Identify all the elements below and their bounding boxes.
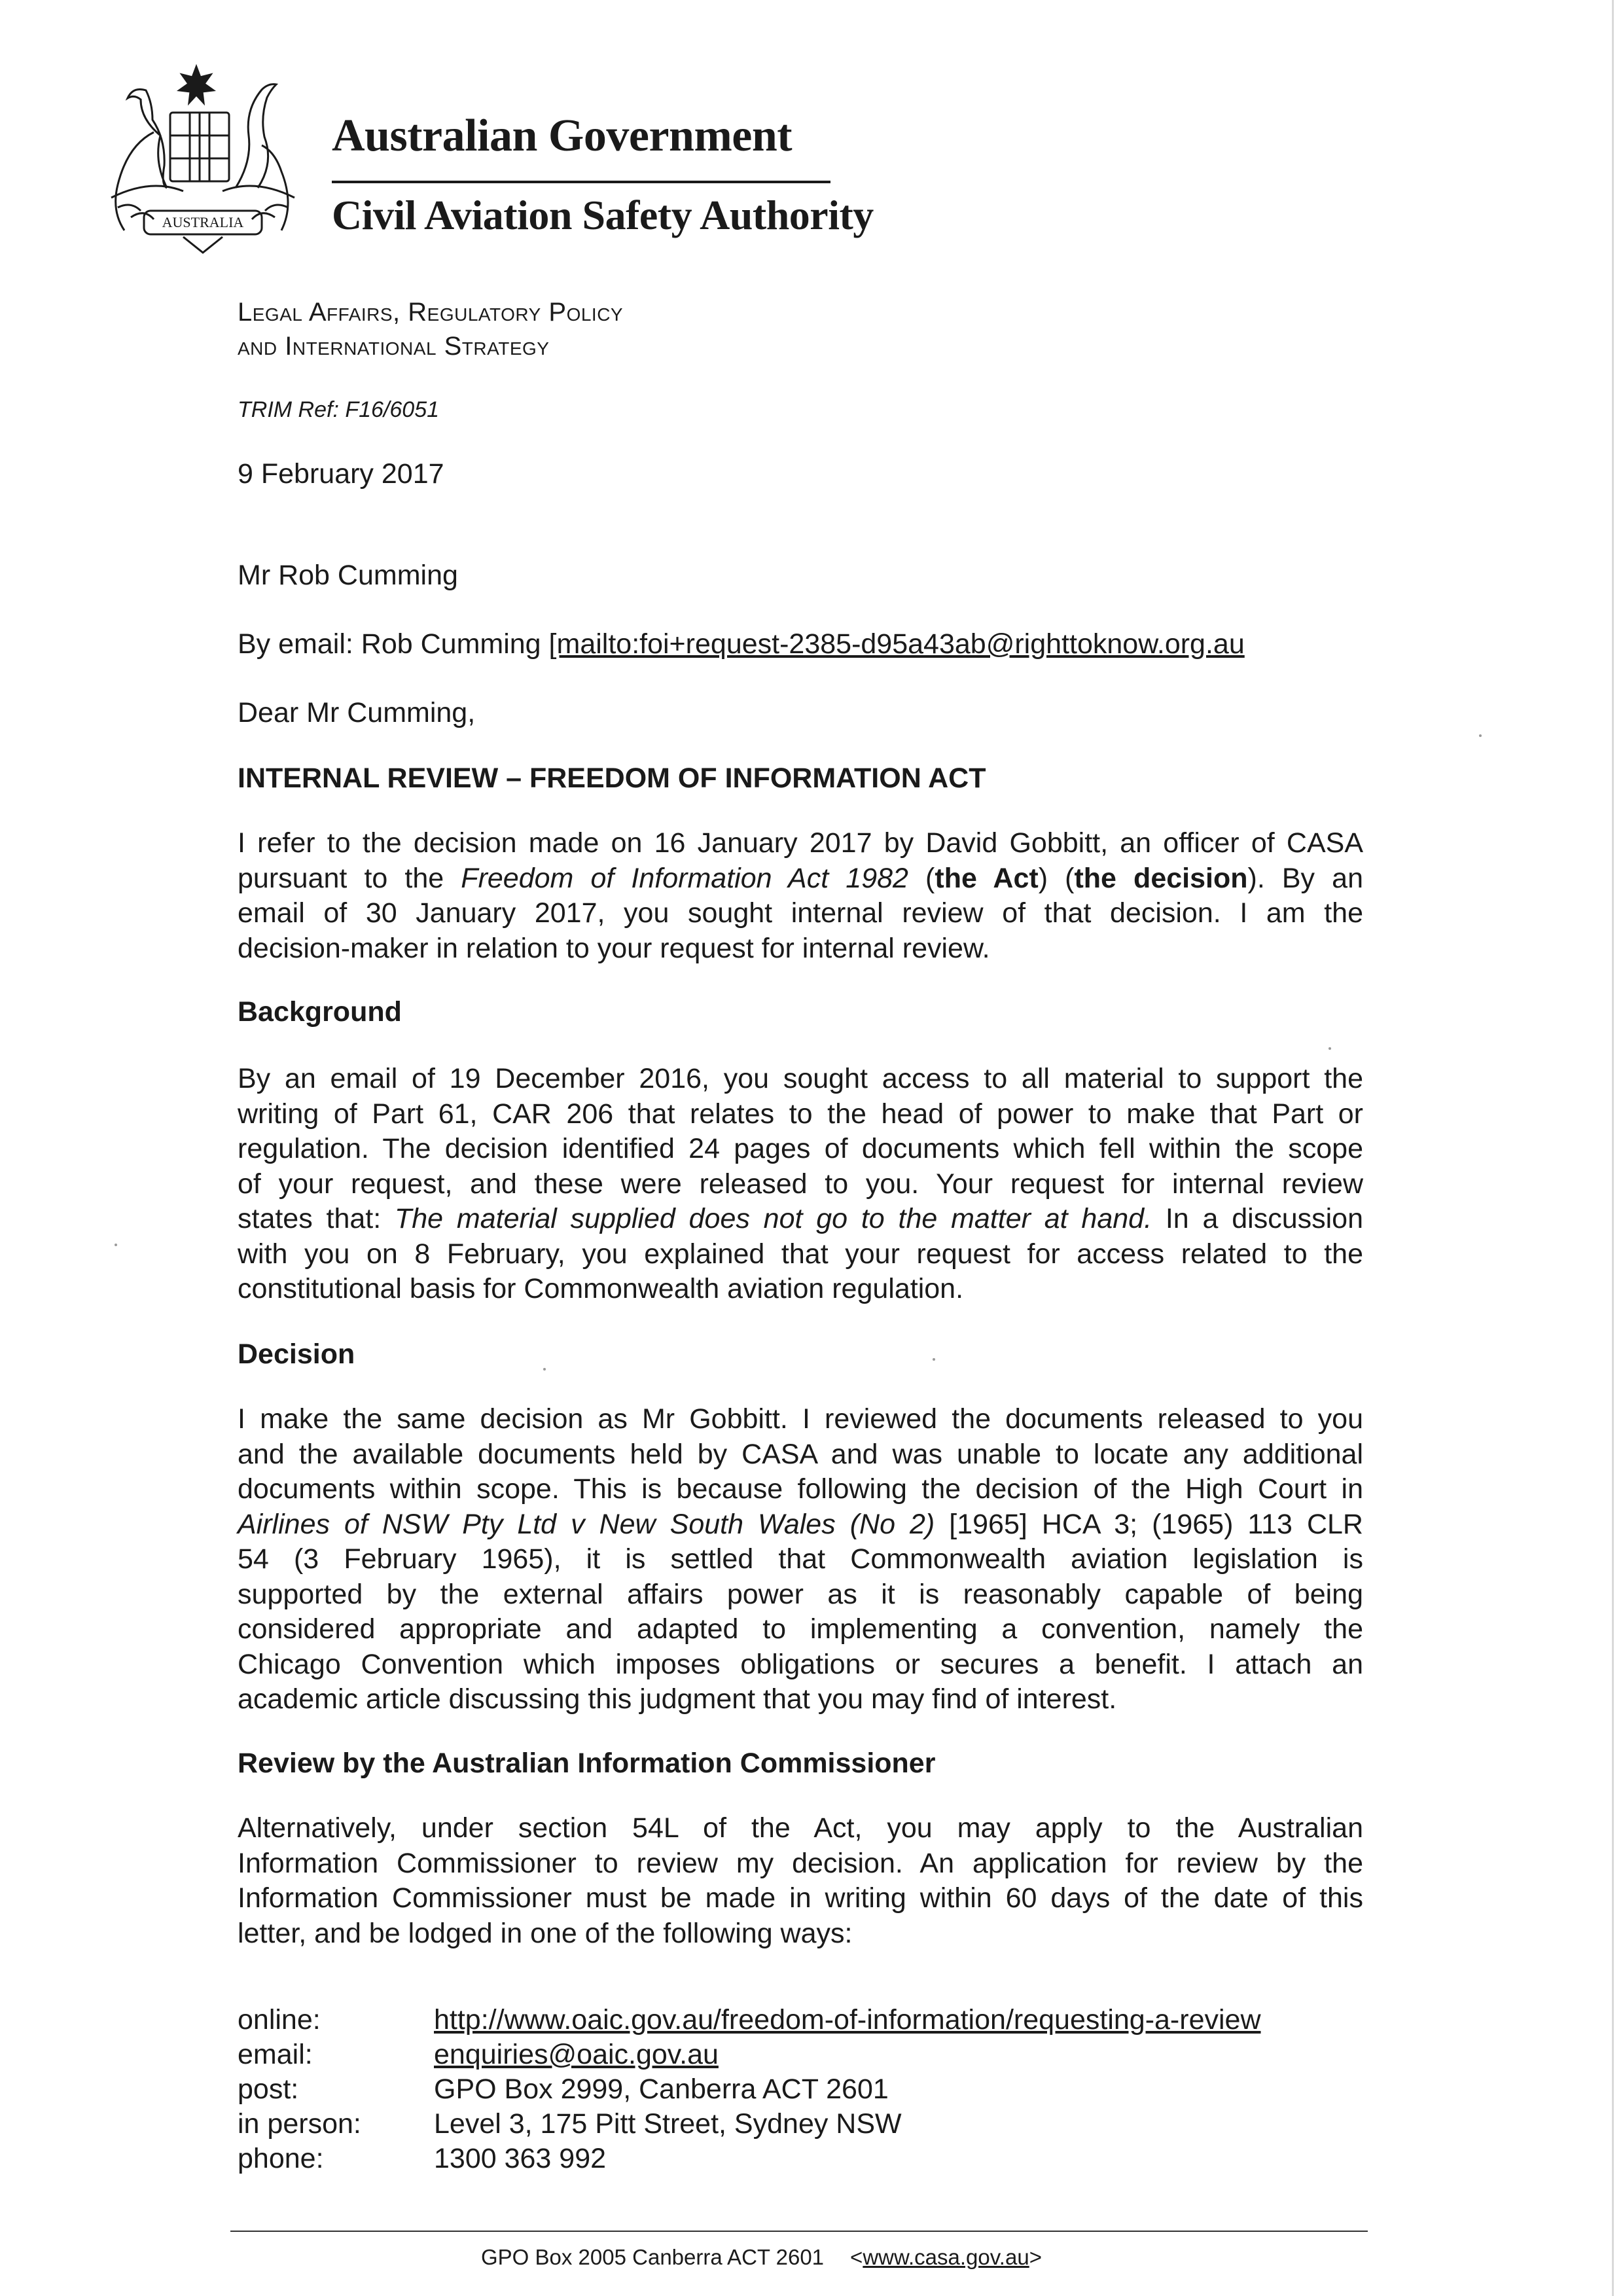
decision-line: Chicago Convention which imposes obligations or secures a benefit. I attach an [238,1648,1363,1680]
svg-text:AUSTRALIA: AUSTRALIA [162,214,244,230]
scan-speck [933,1358,935,1361]
letterhead-rule [332,181,830,183]
background-line: states that: The material supplied does not go to the matter at hand. In a discussion [238,1203,1363,1234]
review-line: letter, and be lodged in one of the following ways: [238,1917,853,1949]
decision-line: documents within scope. This is because following the decision of the High Court in [238,1473,1363,1505]
review-paragraph [238,1811,1363,1951]
scan-speck [115,1244,117,1246]
quoted-request: The material supplied does not go to the matter at hand. [395,1203,1152,1234]
decision-paragraph [238,1402,1363,1717]
government-title: Australian Government [332,111,793,161]
act-title: Freedom of Information Act 1982 [461,862,908,894]
decision-line: academic article discussing this judgment that you may find of interest. [238,1683,1117,1715]
agency-title: Civil Aviation Safety Authority [332,192,874,238]
background-line: of your request, and these were released to you. Your request for internal review [238,1168,1363,1200]
decision-line: 54 (3 February 1965), it is settled that Commonwealth aviation legislation is [238,1543,1363,1575]
defined-term-decision: the decision [1074,862,1248,894]
defined-term-act: the Act [935,862,1039,894]
background-line: constitutional basis for Commonwealth aviation regulation. [238,1273,964,1304]
decision-line: and the available documents held by CASA and was unable to locate any additional [238,1438,1363,1470]
intro-line: email of 30 January 2017, you sought internal review of that decision. I am the [238,897,1363,929]
contact-row-phone: phone: 1300 363 992 [238,2143,607,2174]
casa-website-link[interactable]: www.casa.gov.au [863,2245,1029,2269]
recipient-email-link[interactable]: [mailto:foi+request-2385-d95a43ab@righttoknow.org.au [548,628,1245,660]
review-line: Alternatively, under section 54L of the Act, you may apply to the Australian [238,1812,1363,1844]
contact-methods [238,2004,1261,2178]
intro-paragraph [238,826,1363,966]
contact-row-online: online: http://www.oaic.gov.au/freedom-of-information/requesting-a-review [238,2004,1261,2036]
contact-row-in-person: in person: Level 3, 175 Pitt Street, Sydney NSW [238,2108,902,2140]
intro-line: pursuant to the Freedom of Information Act 1982 (the Act) (the decision). By an [238,862,1363,894]
letter-date: 9 February 2017 [238,458,444,490]
footer-rule [230,2231,1368,2232]
scan-speck [543,1368,546,1371]
department-line-2: and International Strategy [238,332,550,361]
decision-line: I make the same decision as Mr Gobbitt. I reviewed the documents released to you [238,1403,1363,1435]
page-edge [1612,0,1614,2296]
online-review-link[interactable]: http://www.oaic.gov.au/freedom-of-information/requesting-a-review [434,2004,1261,2036]
salutation: Dear Mr Cumming, [238,697,476,728]
footer-address: GPO Box 2005 Canberra ACT 2601 [481,2245,825,2269]
background-line: writing of Part 61, CAR 206 that relates to the head of power to make that Part or [238,1098,1363,1130]
background-paragraph [238,1062,1363,1307]
scan-speck [1479,734,1482,737]
footer: GPO Box 2005 Canberra ACT 2601 <www.casa.gov.au> [481,2245,1042,2269]
department-line-1: Legal Affairs, Regulatory Policy [238,298,624,327]
background-heading: Background [238,996,402,1028]
background-line: By an email of 19 December 2016, you sought access to all material to support the [238,1063,1363,1094]
background-line: with you on 8 February, you explained that your request for access related to the [238,1238,1363,1270]
review-heading: Review by the Australian Information Commissioner [238,1748,936,1779]
decision-line: supported by the external affairs power as it is reasonably capable of being [238,1578,1363,1610]
scan-speck [1329,1047,1331,1050]
review-line: Information Commissioner to review my decision. An application for review by the [238,1847,1363,1879]
intro-line: decision-maker in relation to your request for internal review. [238,932,990,964]
contact-row-email: email: enquiries@oaic.gov.au [238,2039,719,2070]
oaic-email-link[interactable]: enquiries@oaic.gov.au [434,2039,719,2070]
case-name: Airlines of NSW Pty Ltd v New South Wales (No 2) [238,1508,935,1540]
coat-of-arms-icon [92,60,314,257]
contact-row-post: post: GPO Box 2999, Canberra ACT 2601 [238,2073,889,2105]
review-line: Information Commissioner must be made in writing within 60 days of the date of this [238,1882,1363,1914]
recipient-name: Mr Rob Cumming [238,560,458,591]
decision-heading: Decision [238,1338,355,1370]
trim-reference: TRIM Ref: F16/6051 [238,397,440,422]
letter-subject: INTERNAL REVIEW – FREEDOM OF INFORMATION ACT [238,762,986,794]
background-line: regulation. The decision identified 24 pages of documents which fell within the scope [238,1133,1363,1164]
intro-line: I refer to the decision made on 16 January 2017 by David Gobbitt, an officer of CASA [238,827,1363,859]
email-prefix: By email: Rob Cumming [238,628,549,660]
recipient-email-line [238,628,1245,660]
decision-line: considered appropriate and adapted to implementing a convention, namely the [238,1613,1363,1645]
decision-line: Airlines of NSW Pty Ltd v New South Wales (No 2) [1965] HCA 3; (1965) 113 CLR [238,1508,1363,1540]
